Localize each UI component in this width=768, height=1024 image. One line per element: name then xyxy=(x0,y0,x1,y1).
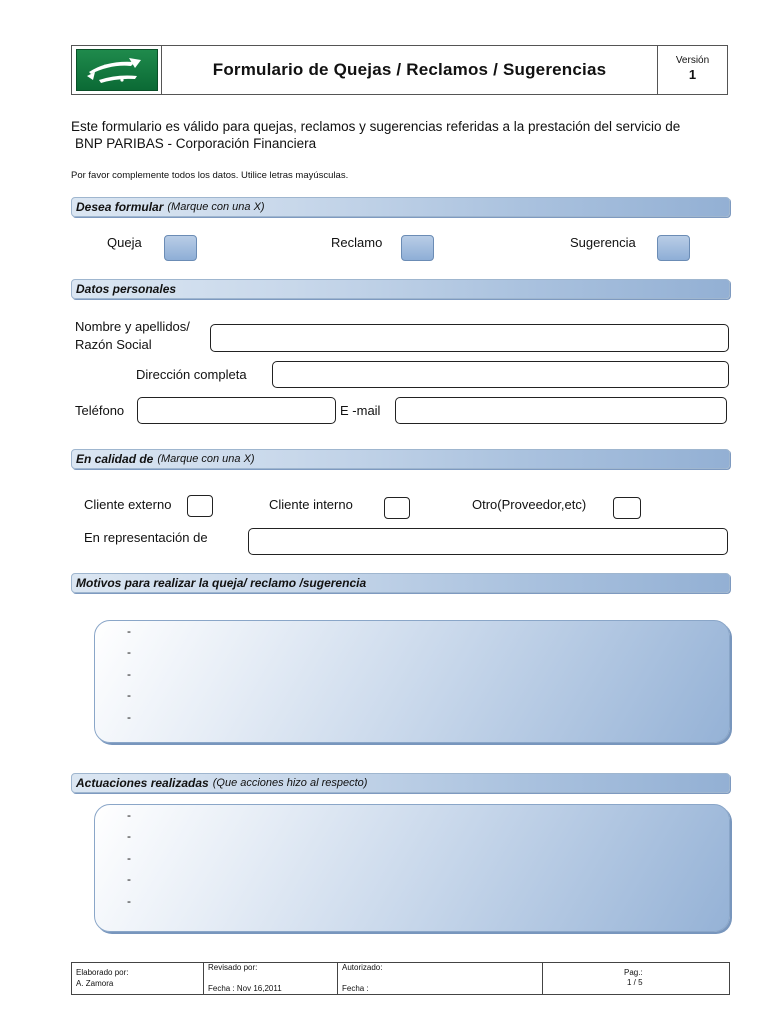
reclamo-checkbox[interactable] xyxy=(401,235,434,261)
actuaciones-bullet: - xyxy=(127,894,131,908)
elaborado-label: Elaborado por: xyxy=(76,968,129,977)
nombre-label-line1: Nombre y apellidos/ xyxy=(75,319,190,334)
intro-line-1: Este formulario es válido para quejas, reclamos y sugerencias referidas a la prestación del servicio de xyxy=(71,119,681,134)
direccion-label: Dirección completa xyxy=(136,367,247,382)
telefono-field[interactable] xyxy=(137,397,336,424)
reclamo-label: Reclamo xyxy=(331,235,383,250)
section-hint: (Marque con una X) xyxy=(167,201,265,213)
section-datos-personales xyxy=(71,279,730,299)
otro-label: Otro(Proveedor,etc) xyxy=(472,497,587,512)
queja-label: Queja xyxy=(107,235,142,250)
email-field[interactable] xyxy=(395,397,727,424)
section-title: Actuaciones realizadas xyxy=(76,776,209,790)
otro-checkbox[interactable] xyxy=(613,497,641,519)
actuaciones-bullet: - xyxy=(127,829,131,843)
form-header xyxy=(71,45,728,95)
version-value: 1 xyxy=(688,67,697,82)
footer-revisado-cell xyxy=(204,963,338,994)
cliente-externo-checkbox[interactable] xyxy=(187,495,213,517)
version-label: Versión xyxy=(675,55,710,66)
section-hint: (Que acciones hizo al respecto) xyxy=(212,777,368,789)
bnp-paribas-logo xyxy=(76,49,158,91)
version-cell xyxy=(657,46,727,94)
section-title: Datos personales xyxy=(76,282,177,296)
footer-elaborado-cell xyxy=(72,963,204,994)
footer-pag-cell xyxy=(543,963,729,994)
sugerencia-label: Sugerencia xyxy=(570,235,636,250)
motivos-bullet: - xyxy=(127,645,131,659)
autorizado-fecha: Fecha : xyxy=(342,984,369,993)
intro-line-2: BNP PARIBAS - Corporación Financiera xyxy=(75,136,317,151)
elaborado-value: A. Zamora xyxy=(76,979,114,988)
revisado-label: Revisado por: xyxy=(208,963,258,972)
section-motivos xyxy=(71,573,730,593)
queja-checkbox[interactable] xyxy=(164,235,197,261)
direccion-field[interactable] xyxy=(272,361,729,388)
footer-autorizado-cell xyxy=(338,963,543,994)
pag-value: 1 / 5 xyxy=(627,978,643,987)
actuaciones-bullet: - xyxy=(127,851,131,865)
cliente-externo-label: Cliente externo xyxy=(84,497,172,512)
autorizado-label: Autorizado: xyxy=(342,963,383,972)
footer-table xyxy=(71,962,730,995)
cliente-interno-label: Cliente interno xyxy=(269,497,353,512)
sugerencia-checkbox[interactable] xyxy=(657,235,690,261)
nombre-field[interactable] xyxy=(210,324,729,352)
motivos-textarea[interactable] xyxy=(94,620,730,743)
section-actuaciones xyxy=(71,773,730,793)
logo-cell xyxy=(72,46,162,94)
representacion-field[interactable] xyxy=(248,528,728,555)
pag-label: Pag.: xyxy=(624,968,643,977)
section-title: Motivos para realizar la queja/ reclamo /sugerencia xyxy=(76,576,367,590)
actuaciones-bullet: - xyxy=(127,808,131,822)
form-title: Formulario de Quejas / Reclamos / Sugerencias xyxy=(212,60,607,79)
section-title: Desea formular xyxy=(76,200,164,214)
representacion-label: En representación de xyxy=(84,530,208,545)
section-title: En calidad de xyxy=(76,452,154,466)
revisado-fecha: Fecha : Nov 16,2011 xyxy=(208,984,282,993)
telefono-label: Teléfono xyxy=(75,403,125,418)
section-en-calidad-de xyxy=(71,449,730,469)
actuaciones-bullet: - xyxy=(127,872,131,886)
section-desea-formular xyxy=(71,197,730,217)
motivos-bullet: - xyxy=(127,667,131,681)
actuaciones-textarea[interactable] xyxy=(94,804,730,932)
section-hint: (Marque con una X) xyxy=(157,453,255,465)
cliente-interno-checkbox[interactable] xyxy=(384,497,410,519)
motivos-bullet: - xyxy=(127,688,131,702)
email-label: E -mail xyxy=(340,403,381,418)
instructions-note: Por favor complemente todos los datos. Utilice letras mayúsculas. xyxy=(71,170,349,181)
motivos-bullet: - xyxy=(127,624,131,638)
motivos-bullet: - xyxy=(127,710,131,724)
nombre-label-line2: Razón Social xyxy=(75,337,152,352)
